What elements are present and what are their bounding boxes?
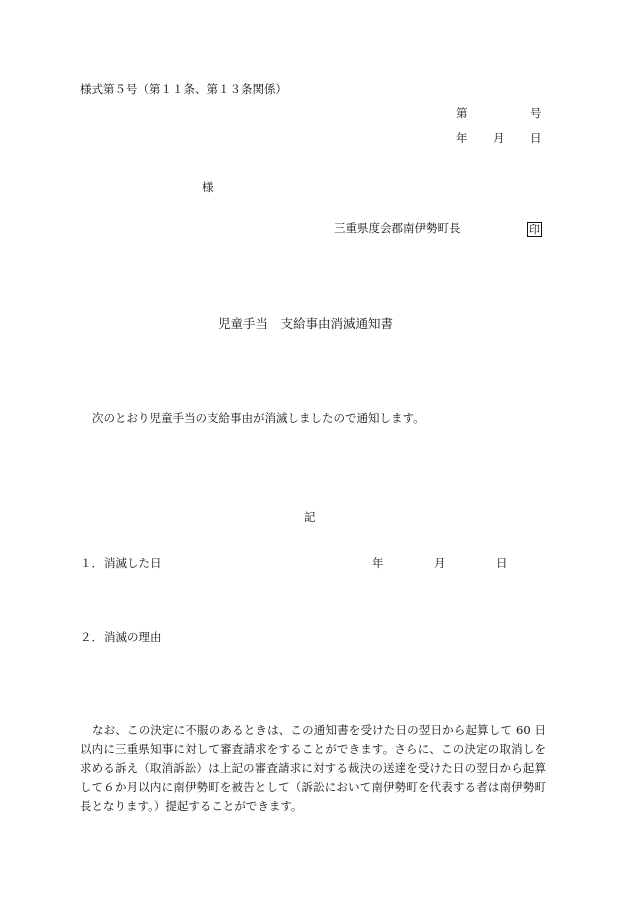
date-day: 日 [530, 131, 542, 145]
date-month: 月 [493, 131, 505, 145]
item-1-number: １． [80, 556, 103, 570]
item-2-number: ２． [80, 630, 103, 644]
item-2-label: 消滅の理由 [104, 630, 162, 644]
appeal-notice: なお、この決定に不服のあるときは、この通知書を受けた日の翌日から起算して 60 日以内に三重県知事に対して審査請求をすることができます。さらに、この決定の取消しを求める訴え（取消訴訟）は上記の審査請求に対する裁決の送達を受けた日の翌日から起算して６か月以内に南伊勢町を被告として（訴訟において南伊勢町を代表する者は南伊勢町長となります。）提起することができます。 [80, 723, 546, 813]
item-1-year: 年 [372, 556, 384, 570]
item-1-day: 日 [496, 556, 508, 570]
ki-heading: 記 [304, 510, 316, 524]
seal-stamp [527, 222, 542, 237]
document-title: 児童手当 支給事由消滅通知書 [218, 316, 394, 331]
form-label: 様式第５号（第１１条、第１３条関係） [80, 82, 287, 96]
date-year: 年 [456, 131, 468, 145]
seal-mark: 印 [529, 223, 540, 236]
doc-number-suffix: 号 [530, 106, 542, 120]
item-1-month: 月 [434, 556, 446, 570]
doc-number-prefix: 第 [456, 106, 468, 120]
addressee-suffix: 様 [202, 180, 214, 194]
item-1-label: 消滅した日 [104, 556, 162, 570]
issuer-name: 三重県度会郡南伊勢町長 [334, 221, 461, 235]
intro-text: 次のとおり児童手当の支給事由が消滅しましたので通知します。 [92, 411, 425, 425]
